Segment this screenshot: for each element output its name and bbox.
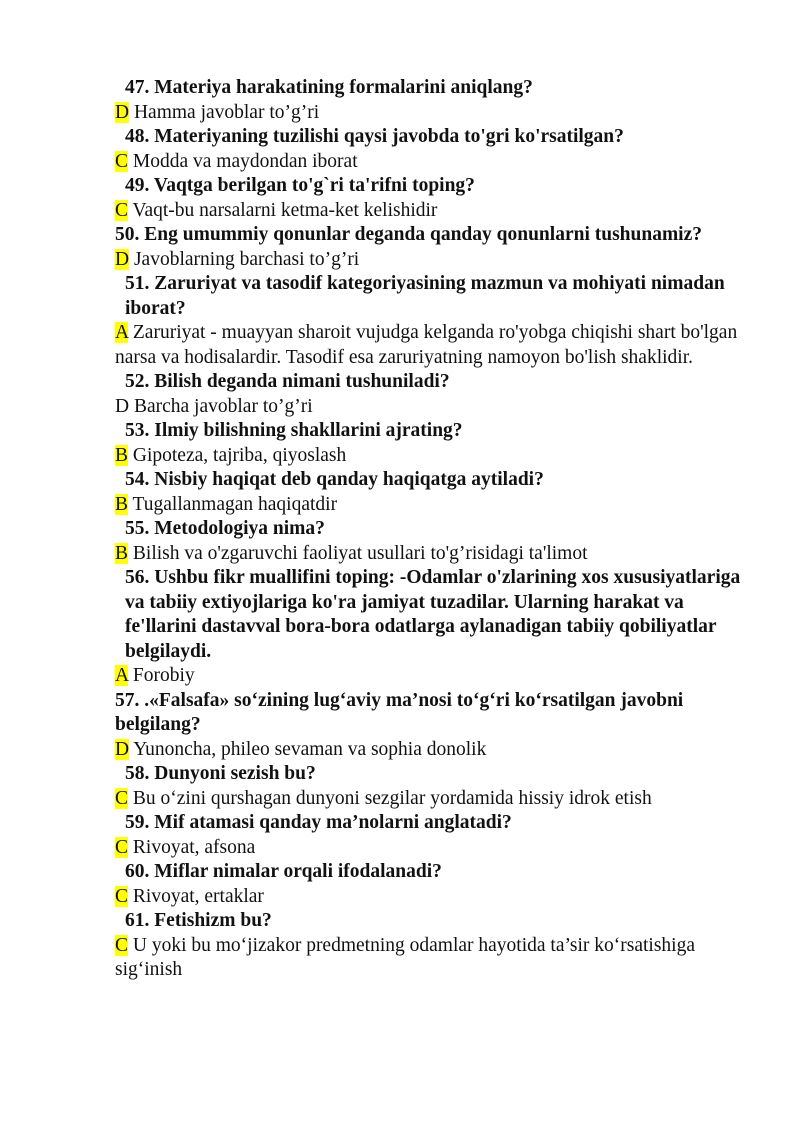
answer-letter-highlight: C bbox=[115, 150, 129, 172]
question-58: 58. Dunyoni sezish bu? bbox=[125, 763, 316, 784]
question-49: 49. Vaqtga berilgan to'g`ri ta'rifni toping? bbox=[125, 175, 475, 196]
answer-letter-highlight: D bbox=[115, 101, 130, 123]
question-55: 55. Metodologiya nima? bbox=[125, 518, 325, 539]
answer-text: Bilish va o'zgaruvchi faoliyat usullari to'g’risidagi ta'limot bbox=[132, 542, 588, 564]
question-59: 59. Mif atamasi qanday ma’nolarni anglatadi? bbox=[125, 812, 512, 833]
answer-text: Rivoyat, ertaklar bbox=[132, 885, 264, 907]
answer-letter-highlight: A bbox=[115, 322, 129, 343]
answer-58 bbox=[115, 787, 755, 812]
question-52: 52. Bilish deganda nimani tushuniladi? bbox=[125, 371, 450, 392]
answer-52 bbox=[115, 395, 755, 420]
answer-49 bbox=[115, 199, 755, 224]
question-57: 57. .«Falsafa» so‘zining lug‘aviy ma’nosi to‘g‘ri ko‘rsatilgan javobni belgilang? bbox=[115, 689, 684, 735]
answer-text: Vaqt-bu narsalarni ketma-ket kelishidir bbox=[132, 199, 438, 221]
answer-letter: D bbox=[115, 395, 130, 417]
question-56: 56. Ushbu fikr muallifini toping: -Odamlar o'zlarining xos xususiyatlariga va tabiiy extiyojlariga ko'ra jamiyat tuzadilar. Ularning harakat va fe'llarini dastavval bora-bora odatlarga aylanadigan tabiiy qobiliyatlar belgilaydi. bbox=[125, 567, 741, 662]
answer-47 bbox=[115, 101, 755, 126]
answer-57 bbox=[115, 738, 755, 763]
answer-text: Rivoyat, afsona bbox=[132, 836, 256, 858]
answer-50 bbox=[115, 248, 755, 273]
answer-59 bbox=[115, 836, 755, 861]
answer-text: Tugallanmagan haqiqatdir bbox=[132, 493, 338, 515]
answer-text: Javoblarning barchasi to’g’ri bbox=[133, 248, 360, 270]
question-53: 53. Ilmiy bilishning shakllarini ajrating? bbox=[125, 420, 463, 441]
answer-letter-highlight: D bbox=[115, 738, 130, 760]
answer-letter-highlight: C bbox=[115, 199, 129, 221]
question-50: 50. Eng umummiy qonunlar deganda qanday qonunlarni tushunamiz? bbox=[115, 224, 703, 245]
answer-51 bbox=[115, 321, 755, 370]
answer-letter-highlight: B bbox=[115, 542, 129, 564]
answer-text: Gipoteza, tajriba, qiyoslash bbox=[132, 444, 347, 466]
question-47: 47. Materiya harakatining formalarini aniqlang? bbox=[125, 77, 533, 98]
question-54: 54. Nisbiy haqiqat deb qanday haqiqatga aytiladi? bbox=[125, 469, 544, 490]
answer-53 bbox=[115, 444, 755, 469]
answer-text: Bu o‘zini qurshagan dunyoni sezgilar yordamida hissiy idrok etish bbox=[132, 787, 652, 809]
answer-letter-highlight: D bbox=[115, 248, 130, 270]
answer-48 bbox=[115, 150, 755, 175]
answer-letter-highlight: B bbox=[115, 493, 129, 515]
answer-letter-highlight: C bbox=[115, 885, 129, 907]
answer-letter-highlight: C bbox=[115, 787, 129, 809]
document-page bbox=[115, 76, 755, 983]
answer-text: Yunoncha, phileo sevaman va sophia donolik bbox=[133, 738, 487, 760]
answer-text: Zaruriyat - muayyan sharoit vujudga kelganda ro'yobga chiqishi shart bo'lgan narsa va hodisalardir. Tasodif esa zaruriyatning namoyon bo'lish shaklidir. bbox=[115, 322, 738, 368]
question-60: 60. Miflar nimalar orqali ifodalanadi? bbox=[125, 861, 442, 882]
answer-text: Hamma javoblar to’g’ri bbox=[133, 101, 320, 123]
answer-letter-highlight: A bbox=[115, 665, 129, 686]
answer-letter-highlight: C bbox=[115, 836, 129, 858]
answer-54 bbox=[115, 493, 755, 518]
question-48: 48. Materiyaning tuzilishi qaysi javobda to'gri ko'rsatilgan? bbox=[125, 126, 624, 147]
answer-56 bbox=[115, 664, 755, 689]
answer-61 bbox=[115, 934, 755, 983]
answer-text: Forobiy bbox=[132, 665, 195, 686]
answer-letter-highlight: B bbox=[115, 444, 129, 466]
answer-text: U yoki bu mo‘jizakor predmetning odamlar hayotida ta’sir ko‘rsatishiga sig‘inish bbox=[115, 934, 696, 980]
answer-text: Barcha javoblar to’g’ri bbox=[133, 395, 313, 417]
question-51: 51. Zaruriyat va tasodif kategoriyasining mazmun va mohiyati nimadan iborat? bbox=[125, 273, 725, 319]
question-61: 61. Fetishizm bu? bbox=[125, 910, 272, 931]
answer-text: Modda va maydondan iborat bbox=[132, 150, 358, 172]
answer-60 bbox=[115, 885, 755, 910]
answer-55 bbox=[115, 542, 755, 567]
answer-letter-highlight: C bbox=[115, 934, 129, 956]
